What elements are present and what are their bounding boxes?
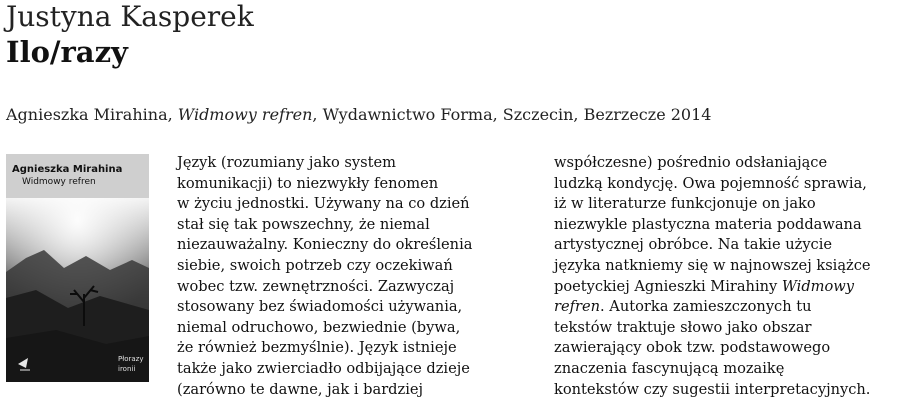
text-line: Język (rozumiany jako system [177,154,396,171]
text-line: iż w literaturze funkcjonuje on jako [554,195,816,213]
book-title: Widmowy refren [177,105,313,124]
text-line: niemal odruchowo, bezwiednie (bywa, [177,318,461,336]
text-line [554,277,898,298]
cover-author: Agnieszka Mirahina [12,164,123,175]
text-line: niezwykle plastyczna materia poddawana [554,215,862,233]
book-title-inline: Widmowy [781,277,855,295]
text-line: siebie, swoich potrzeb czy oczekiwań [177,256,453,274]
book-title-inline: refren [554,298,601,316]
text-line: artystycznej obróbce. Na takie użycie [554,236,833,254]
text-line [554,297,898,318]
text-column-right [554,153,898,400]
bibliography-line [6,104,711,126]
article-title: Ilo/razy [6,35,128,69]
cover-title: Widmowy refren [22,177,96,187]
text-column-left [177,153,507,400]
biblio-separator: , [167,105,178,124]
text-line: komunikacji) to niezwykły fenomen [177,174,439,192]
text-line: ludzką kondycję. Owa pojemność sprawia, [554,174,867,192]
text-line: języka natkniemy się w najnowszej książce [554,256,871,274]
text-line: w życiu jednostki. Używany na co dzień [177,195,470,213]
publisher-info: , Wydawnictwo Forma, Szczecin, Bezrzecze 2014 [312,105,712,124]
text-line: zawierający obok tzw. podstawowego [554,339,831,357]
text-line: że również bezmyślnie). Język istnieje [177,339,457,357]
text-line: niezauważalny. Konieczny do określenia [177,236,473,254]
text-line: znaczenia fascynującą mozaikę [554,359,785,377]
article-author: Justyna Kasperek [6,0,254,33]
text-line: tekstów traktuje słowo jako obszar [554,318,812,336]
text-line: stosowany bez świadomości używania, [177,298,463,316]
text-line: stał się tak powszechny, że niemal [177,215,430,233]
text-line: współczesne) pośrednio odsłaniające [554,154,828,171]
text-line: (zarówno te dawne, jak i bardziej [177,380,424,398]
text-line: kontekstów czy sugestii interpretacyjnych. [554,380,871,398]
text-segment: . Autorka zamieszczonych tu [600,298,812,316]
text-segment: poetyckiej Agnieszki Mirahiny [554,277,782,295]
book-author: Agnieszka Mirahina [6,105,168,124]
cover-series-label: Płorazy ironii [118,355,144,373]
cover-title-band [6,154,149,198]
text-line: wobec tzw. zewnętrzności. Zazwyczaj [177,277,455,295]
text-line: także jako zwierciadło odbijające dzieje [177,359,470,377]
book-cover-image [6,154,149,382]
